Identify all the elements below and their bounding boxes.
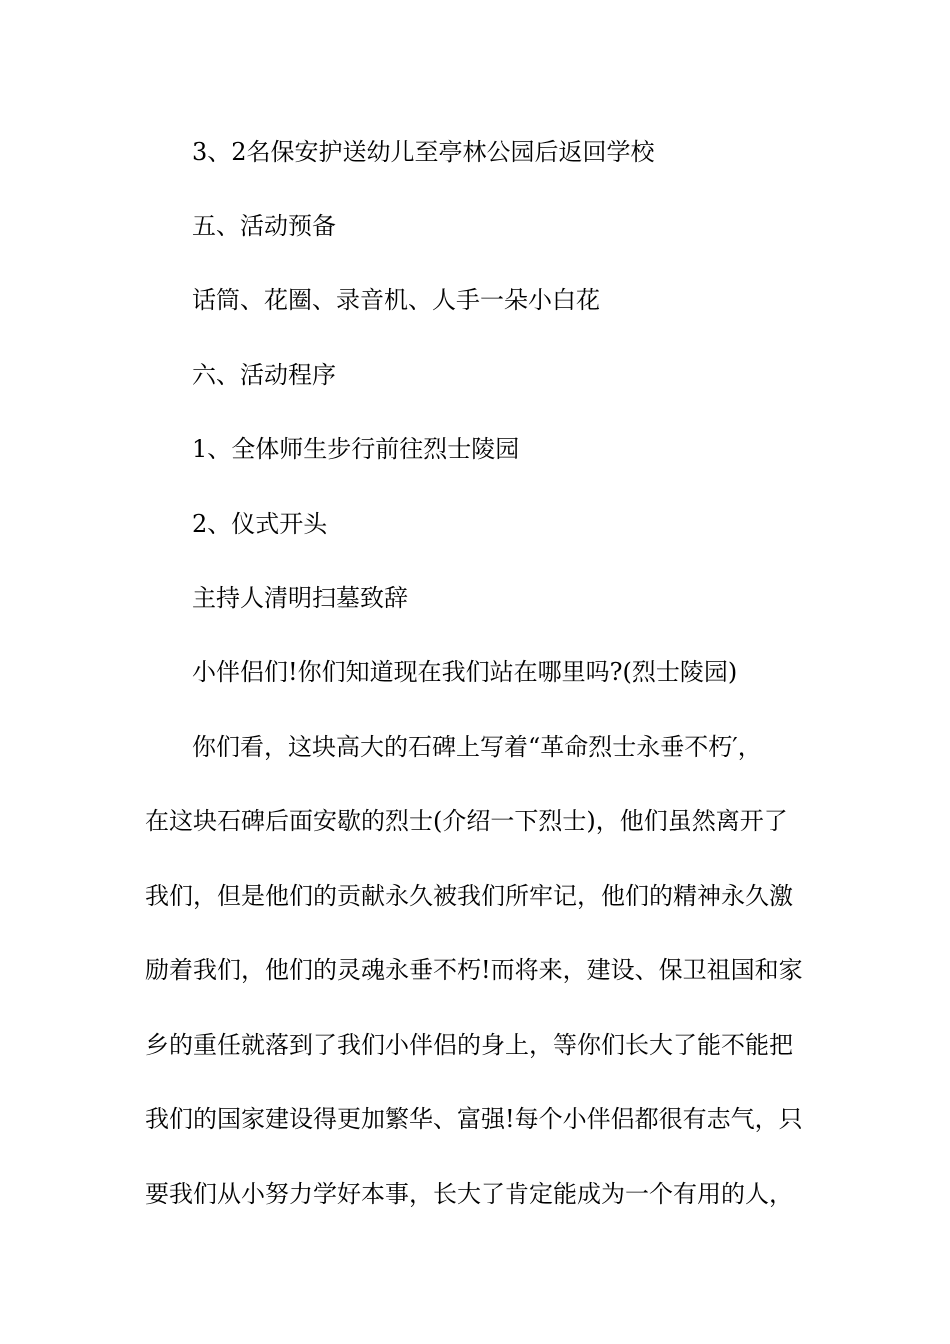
speech-paragraph-line: 在这块石碑后面安歇的烈士(介绍一下烈士)，他们虽然离开了 [145,807,788,835]
speech-paragraph-line: 励着我们，他们的灵魂永垂不朽!而将来，建设、保卫祖国和家 [145,956,803,984]
section-heading-preparation: 五、活动预备 [192,212,336,240]
speech-paragraph-line: 要我们从小努力学好本事，长大了肯定能成为一个有用的人， [145,1180,793,1208]
speech-paragraph-line: 乡的重任就落到了我们小伴侣的身上，等你们长大了能不能把 [145,1031,793,1059]
speech-line: 小伴侣们!你们知道现在我们站在哪里吗?(烈士陵园) [192,658,738,686]
item-security-escort: 3、2名保安护送幼儿至亭林公园后返回学校 [192,138,655,166]
section-heading-procedure: 六、活动程序 [192,361,336,389]
procedure-step-2: 2、仪式开头 [192,510,328,538]
speech-paragraph-line: 我们，但是他们的贡献永久被我们所牢记，他们的精神永久激 [145,882,793,910]
speech-paragraph-line: 你们看，这块高大的石碑上写着“革命烈士永垂不朽′， [192,733,762,761]
speech-heading: 主持人清明扫墓致辞 [192,584,408,612]
speech-paragraph-line: 我们的国家建设得更加繁华、富强!每个小伴侣都很有志气，只 [145,1105,803,1133]
procedure-step-1: 1、全体师生步行前往烈士陵园 [192,435,520,463]
preparation-items: 话筒、花圈、录音机、人手一朵小白花 [192,286,600,314]
